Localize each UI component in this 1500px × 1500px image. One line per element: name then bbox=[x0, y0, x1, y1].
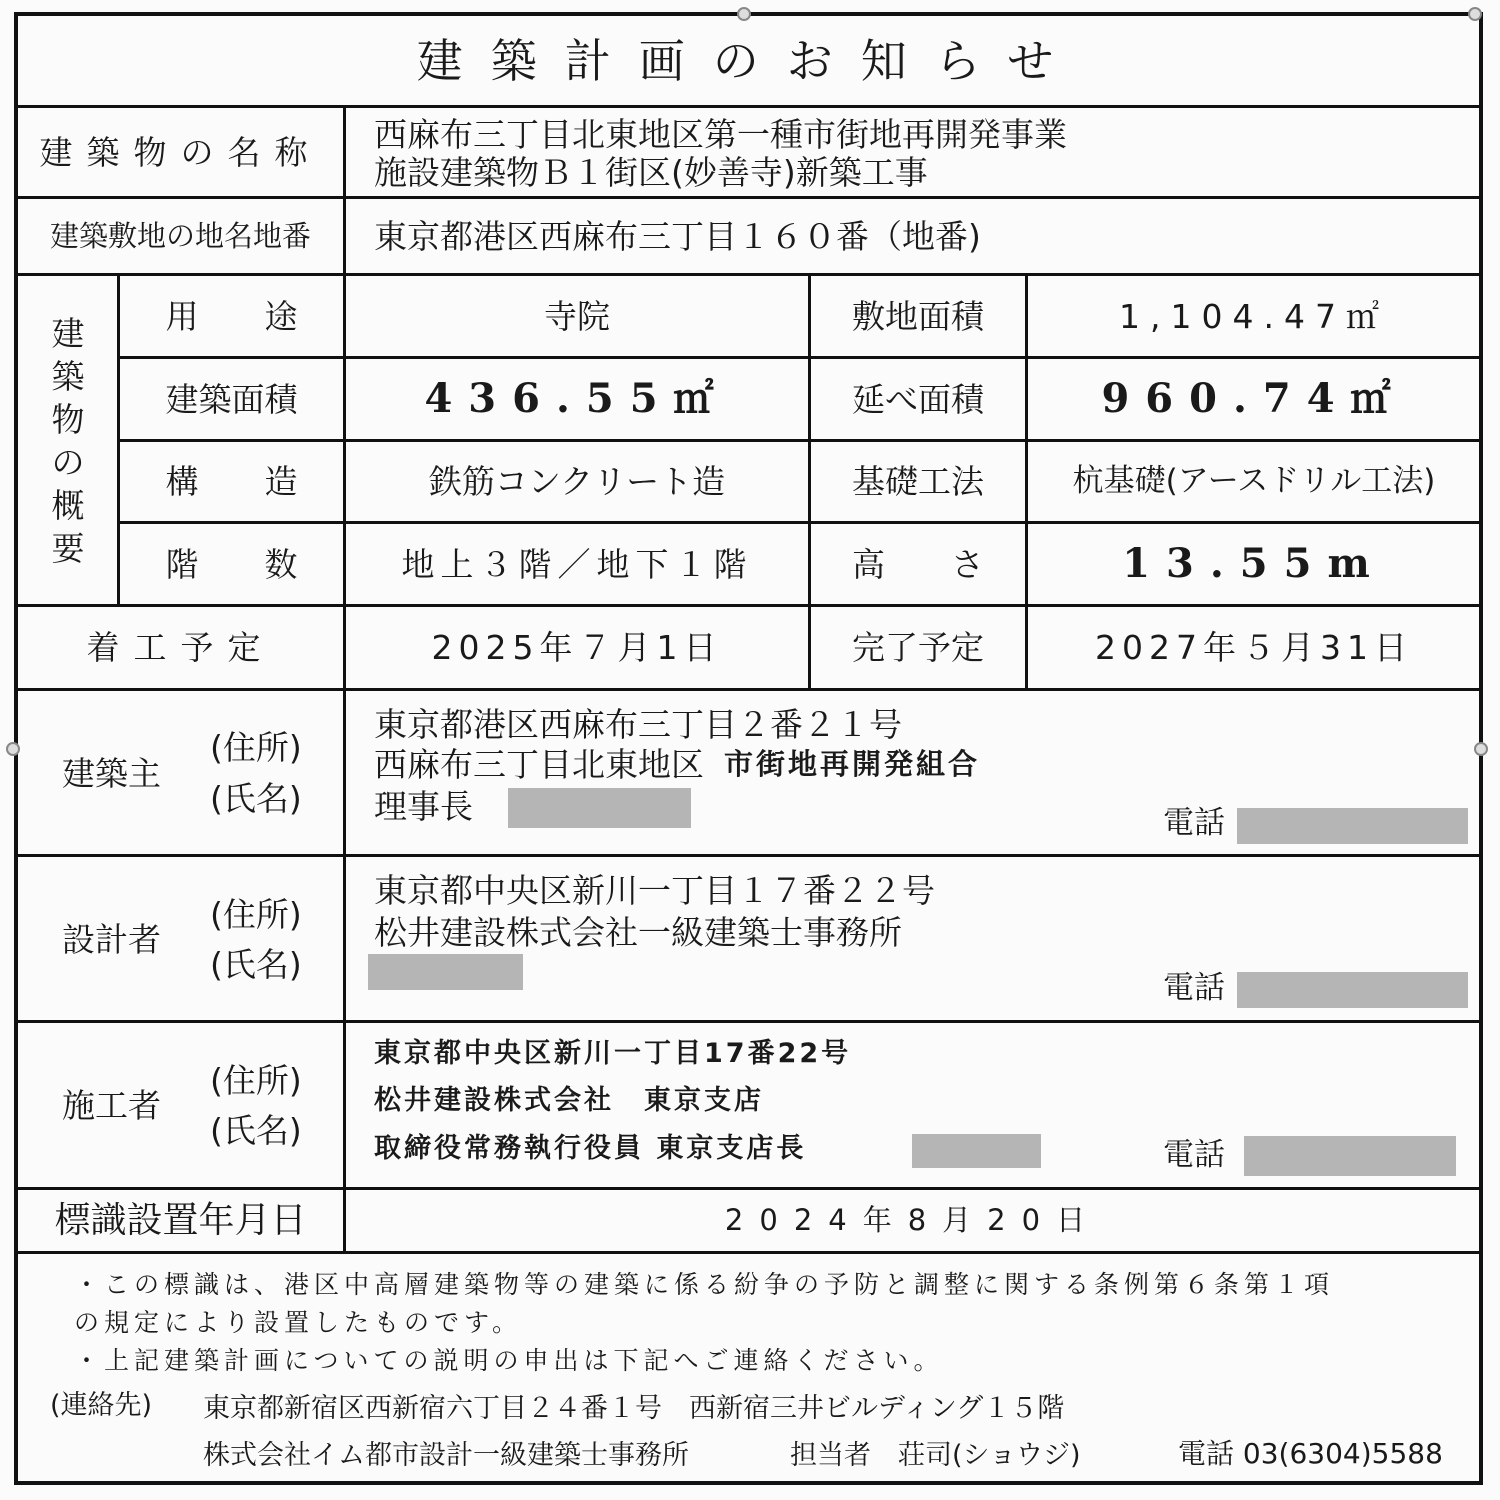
note-line1: ・この標識は、港区中高層建築物等の建築に係る紛争の予防と調整に関する条例第６条第１項 bbox=[74, 1270, 1335, 1299]
floors-label: 階 数 bbox=[165, 544, 298, 584]
contact-person: 担当者 荘司(ショウジ) bbox=[790, 1440, 1081, 1471]
usage-label: 用 途 bbox=[165, 296, 298, 336]
designer-company: 松井建設株式会社一級建築士事務所 bbox=[374, 913, 902, 952]
start-label: 着工予定 bbox=[86, 628, 275, 667]
divider bbox=[14, 854, 1483, 857]
screw-icon bbox=[6, 742, 20, 756]
redacted-block bbox=[1237, 972, 1468, 1008]
note-line2: の規定により設置したものです。 bbox=[74, 1308, 523, 1337]
end-value: 2027年５月31日 bbox=[1095, 628, 1413, 667]
divider bbox=[14, 1020, 1483, 1023]
building-area-value: 436.55㎡ bbox=[424, 375, 730, 422]
name-line2: 施設建築物Ｂ１街区(妙善寺)新築工事 bbox=[374, 153, 928, 192]
contact-label: (連絡先) bbox=[50, 1390, 153, 1421]
note-line3: ・上記建築計画についての説明の申出は下記へご連絡ください。 bbox=[74, 1346, 944, 1375]
owner-title: 理事長 bbox=[374, 787, 473, 826]
start-value: 2025年７月1日 bbox=[431, 628, 723, 667]
usage-value: 寺院 bbox=[544, 296, 610, 336]
foundation-value: 杭基礎(アースドリル工法) bbox=[1072, 463, 1436, 499]
height-label: 高 さ bbox=[852, 544, 984, 584]
contact-address: 東京都新宿区西新宿六丁目２４番１号 西新宿三井ビルディング１５階 bbox=[203, 1393, 1065, 1424]
divider bbox=[14, 688, 1483, 691]
builder-address-label: (住所) bbox=[210, 1061, 302, 1100]
owner-address-label: (住所) bbox=[210, 728, 302, 767]
floors-value: 地上３階／地下１階 bbox=[401, 544, 753, 584]
redacted-block bbox=[912, 1134, 1041, 1168]
designer-address-label: (住所) bbox=[210, 895, 302, 934]
end-label: 完了予定 bbox=[852, 628, 984, 667]
name-line1: 西麻布三丁目北東地区第一種市街地再開発事業 bbox=[374, 115, 1067, 154]
floor-area-label: 延べ面積 bbox=[852, 379, 984, 419]
owner-label: 建築主 bbox=[62, 754, 161, 793]
divider bbox=[14, 1251, 1483, 1254]
sign-date-value: 2024年8月20日 bbox=[724, 1203, 1102, 1237]
height-value: 13.55m bbox=[1122, 540, 1386, 587]
builder-name-label: (氏名) bbox=[210, 1111, 302, 1150]
floor-area-value: 960.74㎡ bbox=[1101, 375, 1407, 422]
sign-date-label: 標識設置年月日 bbox=[54, 1199, 307, 1241]
designer-address: 東京都中央区新川一丁目１７番２２号 bbox=[374, 871, 935, 910]
builder-label: 施工者 bbox=[62, 1086, 161, 1125]
structure-value: 鉄筋コンクリート造 bbox=[428, 462, 726, 501]
builder-company: 松井建設株式会社 東京支店 bbox=[374, 1085, 764, 1116]
designer-name-label: (氏名) bbox=[210, 945, 302, 984]
foundation-label: 基礎工法 bbox=[852, 462, 984, 501]
name-label: 建築物の名称 bbox=[39, 132, 322, 172]
site-area-value: 1,104.47㎡ bbox=[1119, 296, 1389, 336]
redacted-block bbox=[508, 788, 691, 828]
structure-label: 構 造 bbox=[165, 462, 298, 501]
overview-label: 建築物の概要 bbox=[51, 314, 85, 568]
builder-address: 東京都中央区新川一丁目17番22号 bbox=[374, 1038, 852, 1069]
owner-org-b: 市街地再開発組合 bbox=[724, 747, 981, 781]
contact-company: 株式会社イム都市設計一級建築士事務所 bbox=[203, 1440, 689, 1471]
owner-phone-label: 電話 bbox=[1163, 805, 1225, 841]
redacted-block bbox=[1244, 1136, 1456, 1176]
site-area-label: 敷地面積 bbox=[852, 296, 984, 336]
builder-representative: 取締役常務執行役員 東京支店長 bbox=[374, 1133, 807, 1164]
building-area-label: 建築面積 bbox=[165, 379, 298, 419]
contact-phone: 電話 03(6304)5588 bbox=[1178, 1437, 1443, 1470]
owner-org-a: 西麻布三丁目北東地区 bbox=[374, 745, 704, 784]
screw-icon bbox=[1474, 742, 1488, 756]
builder-phone-label: 電話 bbox=[1163, 1137, 1225, 1173]
redacted-block bbox=[1237, 808, 1468, 844]
owner-address: 東京都港区西麻布三丁目２番２１号 bbox=[374, 705, 902, 744]
redacted-block bbox=[368, 954, 523, 990]
owner-name-label: (氏名) bbox=[210, 779, 302, 818]
designer-phone-label: 電話 bbox=[1163, 970, 1225, 1006]
site-label: 建築敷地の地名地番 bbox=[49, 218, 311, 253]
designer-label: 設計者 bbox=[62, 920, 161, 959]
notice-title: 建築計画のお知らせ bbox=[416, 33, 1082, 88]
site-value: 東京都港区西麻布三丁目１６０番（地番) bbox=[374, 216, 981, 256]
